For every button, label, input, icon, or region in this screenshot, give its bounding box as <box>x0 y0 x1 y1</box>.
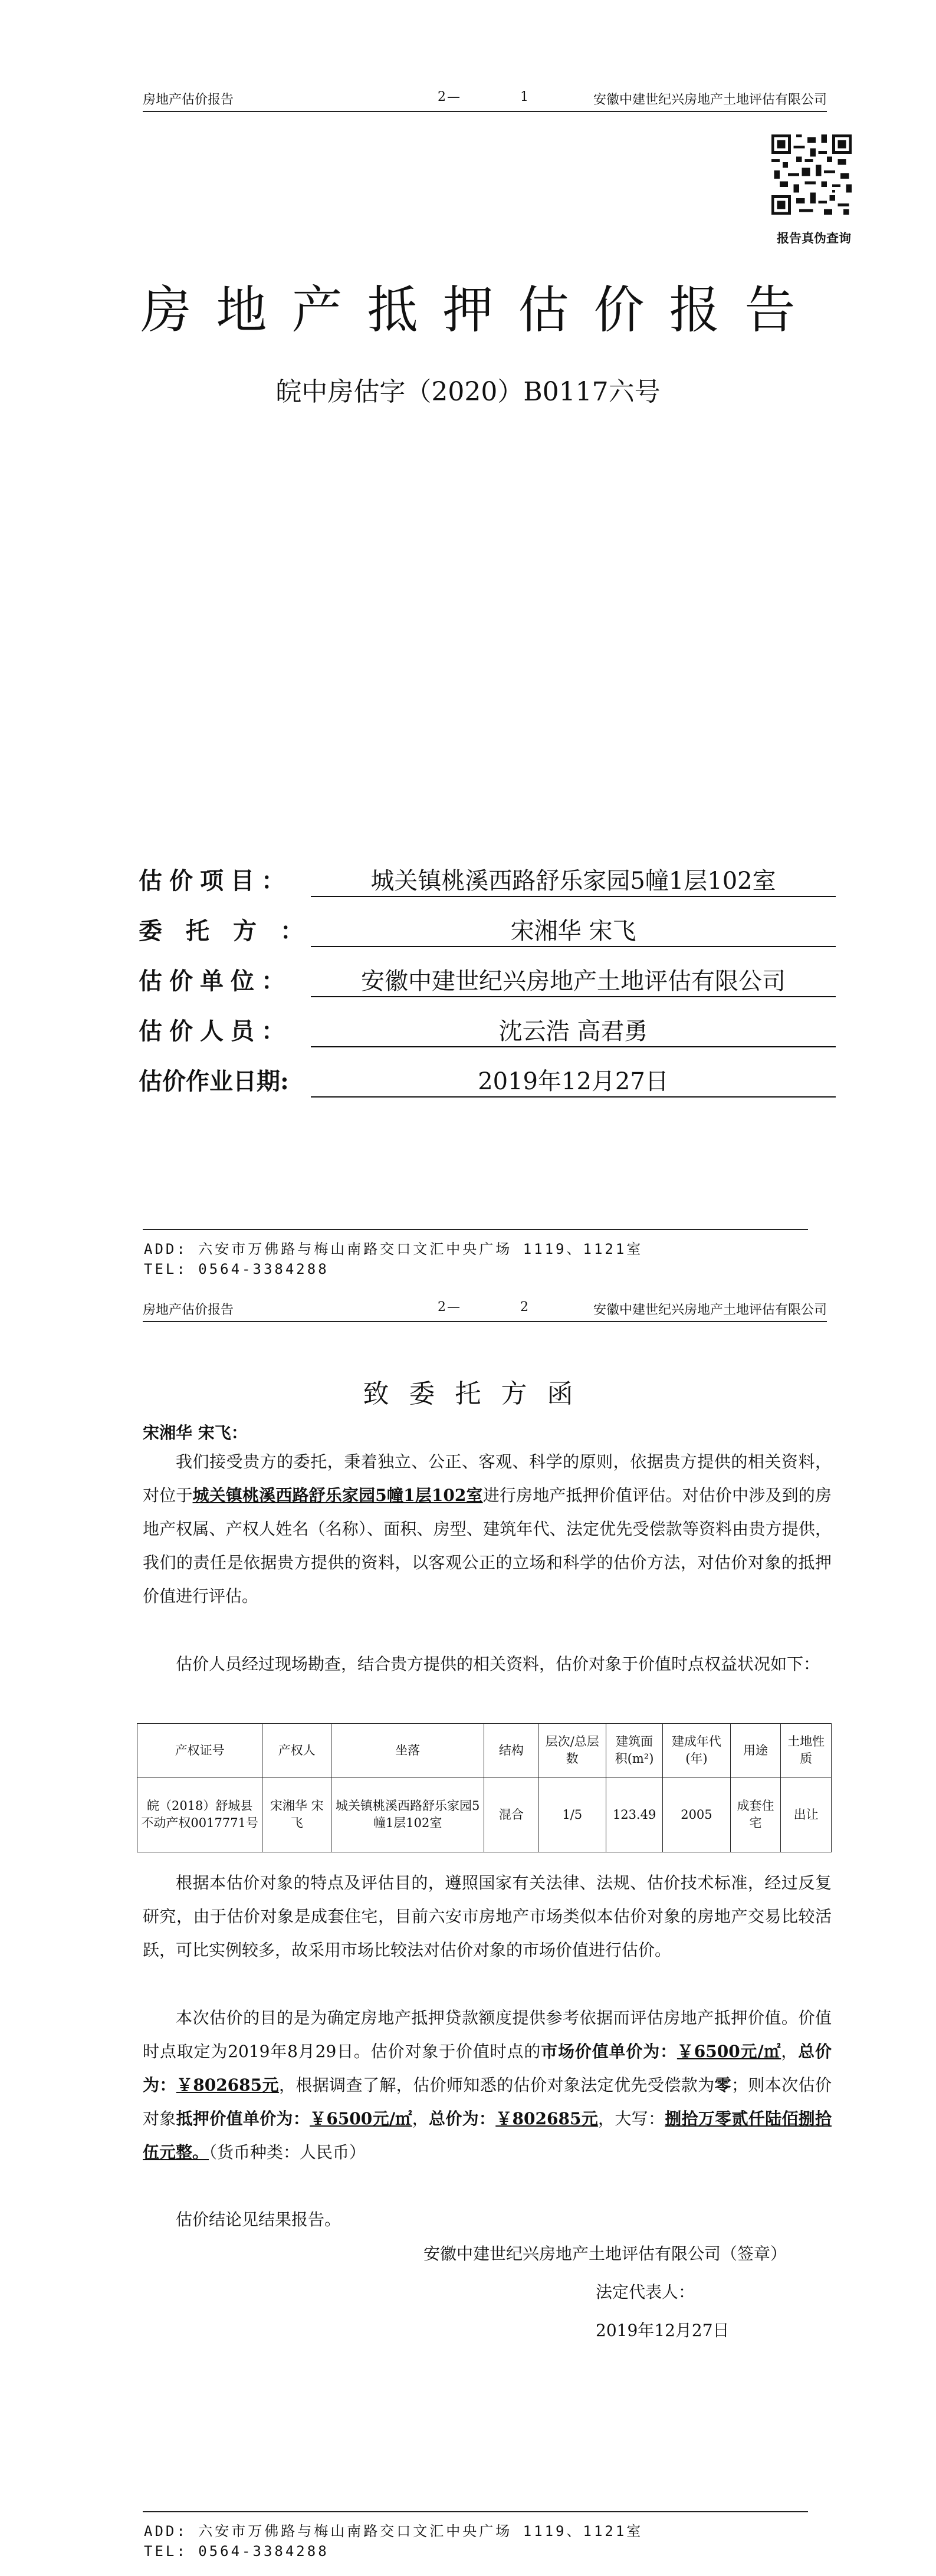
field-label: 估价项目： <box>139 867 292 895</box>
p4-mortgage-unit-label: 抵押价值单价为： <box>176 2109 310 2128</box>
table-cell: 出让 <box>781 1777 832 1852</box>
p1-text-a: 我们接受贵方的委托，秉着独立、公正、客观、科学的原则，依据贵方提供的相关资料，对位于 <box>143 1452 832 1505</box>
p4-text: ，根据调查了解，估价师知悉的估价对象法定优先受偿款为 <box>278 2075 715 2095</box>
property-table <box>137 1723 832 1852</box>
letter-paragraph-3: 根据本估价对象的特点及评估目的，遵照国家有关法律、法规、估价技术标准，经过反复研究，由于估价对象是成套住宅，目前六安市房地产市场类似本估价对象的房地产交易比较活跃，可比实例较多，故采用市场比较法对估价对象的市场价值进行估价。 <box>143 1873 832 1960</box>
header-page-prefix: 2— <box>438 1300 461 1315</box>
p4-market-unit-label: 市场价值单价为： <box>541 2042 677 2061</box>
letter-title: 致委托方函 <box>363 1379 593 1409</box>
field-value: 安徽中建世纪兴房地产土地评估有限公司 <box>311 962 836 997</box>
p4-mortgage-unit-price: ￥6500元/㎡ <box>310 2109 412 2128</box>
signature-company: 安徽中建世纪兴房地产土地评估有限公司（签章） <box>423 2244 787 2263</box>
p4-text: 本次估价的目的是为确定房地产抵押贷款额度提供参考依据而评估房地产抵押价值。价值时点取定为2019年8月29日。估价对象于价值时点的 <box>143 2008 832 2061</box>
qr-caption: 报告真伪查询 <box>777 231 851 245</box>
page-header <box>143 87 827 112</box>
table-cell: 1/5 <box>538 1777 606 1852</box>
footer-divider <box>143 2511 808 2512</box>
table-header-cell: 结构 <box>484 1724 538 1777</box>
p4-text: ， <box>412 2109 429 2128</box>
letter-paragraph-5: 估价结论见结果报告。 <box>176 2210 341 2229</box>
p4-currency-note: （货币种类：人民币） <box>209 2143 366 2162</box>
p1-text-c: 进行房地产抵押价值评估。对估价中涉及到的房地产权属、产权人姓名（名称）、面积、房型、建筑年代、法定优先受偿款等资料由贵方提供，我们的责任是依据贵方提供的资料，以客观公正的立场和科学的估价方法，对估价对象的抵押价值进行评估。 <box>143 1486 832 1606</box>
p4-market-total: ￥802685元 <box>176 2075 279 2095</box>
field-value: 沈云浩 高君勇 <box>311 1013 836 1047</box>
header-page-number: 2 <box>520 1300 528 1315</box>
field-label: 估价单位： <box>139 967 292 995</box>
table-header-cell: 坐落 <box>331 1724 484 1777</box>
footer-address: ADD: 六安市万佛路与梅山南路交口文汇中央广场 1119、1121室 <box>144 1241 643 1257</box>
table-header-cell: 土地性质 <box>781 1724 832 1777</box>
page-header <box>143 1297 827 1322</box>
signature-date: 2019年12月27日 <box>596 2321 730 2340</box>
p1-address: 城关镇桃溪西路舒乐家园5幢1层102室 <box>192 1486 483 1505</box>
table-cell: 皖（2018）舒城县不动产权0017771号 <box>137 1777 262 1852</box>
footer-tel: TEL: 0564-3384288 <box>144 2543 329 2559</box>
field-label: 估价作业日期: <box>139 1067 289 1095</box>
footer-address: ADD: 六安市万佛路与梅山南路交口文汇中央广场 1119、1121室 <box>144 2523 643 2539</box>
table-header-cell: 建成年代(年) <box>663 1724 731 1777</box>
table-cell: 2005 <box>663 1777 731 1852</box>
qr-code-icon[interactable] <box>771 134 852 215</box>
table-cell: 宋湘华 宋飞 <box>262 1777 331 1852</box>
table-header-cell: 产权证号 <box>137 1724 262 1777</box>
table-header-cell: 建筑面积(m²) <box>606 1724 663 1777</box>
table-cell: 城关镇桃溪西路舒乐家园5幢1层102室 <box>331 1777 484 1852</box>
p4-market-unit-price: ￥6500元/㎡ <box>676 2042 781 2061</box>
field-label: 估价人员： <box>139 1017 292 1045</box>
p4-mortgage-total-label: 总价为： <box>429 2109 496 2128</box>
footer-divider <box>143 1229 808 1230</box>
signature-legal-rep: 法定代表人： <box>596 2282 695 2302</box>
header-page-number: 1 <box>520 90 528 104</box>
field-value: 宋湘华 宋飞 <box>311 912 836 947</box>
letter-salutation: 宋湘华 宋飞： <box>143 1423 248 1443</box>
report-title: 房地产抵押估价报告 <box>140 281 820 340</box>
field-value: 城关镇桃溪西路舒乐家园5幢1层102室 <box>311 862 836 897</box>
letter-paragraph-4 <box>143 2001 832 2169</box>
p4-mortgage-total: ￥802685元 <box>495 2109 599 2128</box>
table-header-cell: 产权人 <box>262 1724 331 1777</box>
header-right: 安徽中建世纪兴房地产土地评估有限公司 <box>593 1303 827 1317</box>
table-header-row <box>137 1724 832 1777</box>
letter-paragraph-2: 估价人员经过现场勘查，结合贵方提供的相关资料，估价对象于价值时点权益状况如下： <box>176 1654 820 1674</box>
p4-priority-amount: 零 <box>714 2075 731 2095</box>
header-right: 安徽中建世纪兴房地产土地评估有限公司 <box>593 93 827 107</box>
p4-text: ， <box>781 2042 799 2061</box>
footer-tel: TEL: 0564-3384288 <box>144 1261 329 1277</box>
p4-text: ；则本次估价对象 <box>143 2075 832 2128</box>
table-cell: 混合 <box>484 1777 538 1852</box>
table-cell: 成套住宅 <box>730 1777 781 1852</box>
table-header-cell: 用途 <box>730 1724 781 1777</box>
field-label: 委托方： <box>139 917 327 945</box>
header-left: 房地产估价报告 <box>143 93 234 107</box>
p4-market-total-label: 总价为： <box>143 2042 832 2095</box>
p4-text: ，大写： <box>598 2109 665 2128</box>
header-left: 房地产估价报告 <box>143 1303 234 1317</box>
header-page-prefix: 2— <box>438 90 461 104</box>
report-number: 皖中房估字（2020）B0117六号 <box>275 377 661 407</box>
table-row <box>137 1777 832 1852</box>
letter-paragraph-1 <box>143 1445 832 1613</box>
field-value: 2019年12月27日 <box>311 1063 836 1098</box>
table-header-cell: 层次/总层数 <box>538 1724 606 1777</box>
table-cell: 123.49 <box>606 1777 663 1852</box>
p4-amount-in-words: 捌拾万零贰仟陆佰捌拾伍元整。 <box>143 2109 832 2162</box>
